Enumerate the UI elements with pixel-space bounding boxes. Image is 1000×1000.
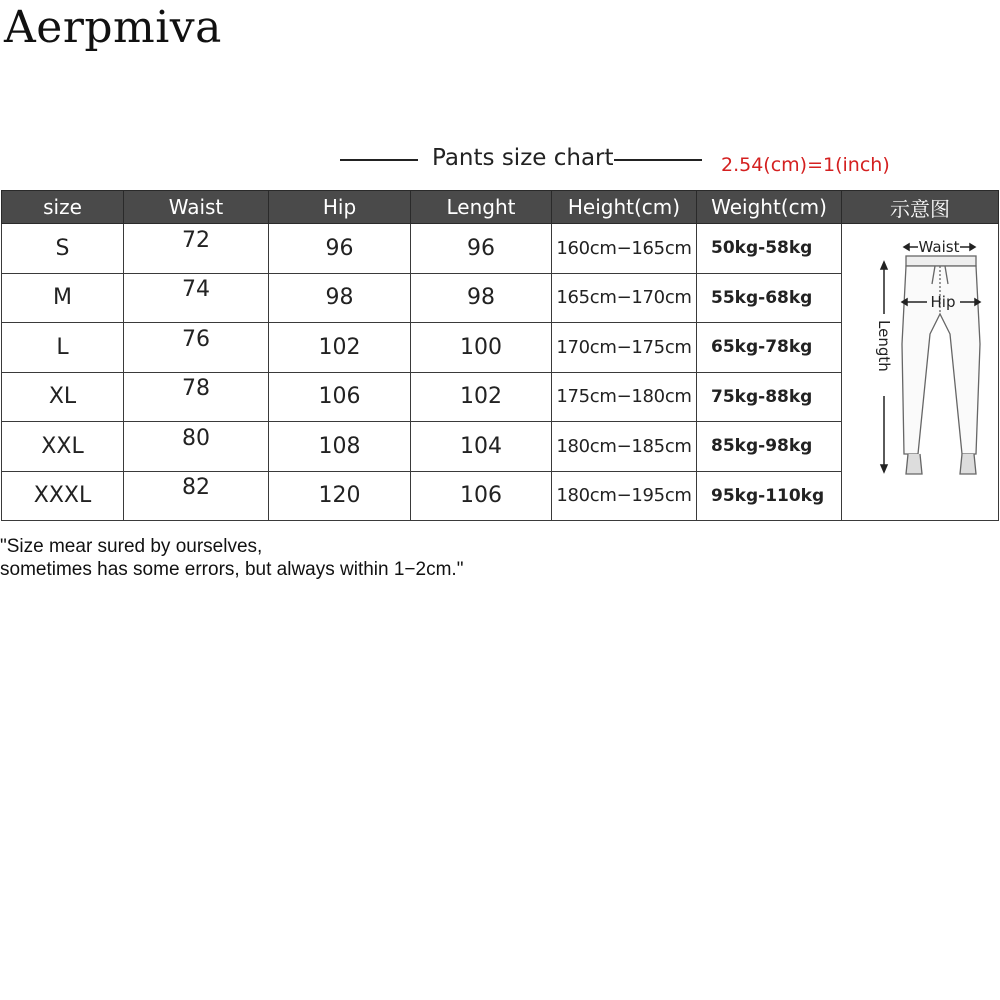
cell-hip: 102 <box>269 323 411 373</box>
cell-waist <box>124 372 269 422</box>
header-size: size <box>2 191 124 224</box>
cell-waist <box>124 422 269 472</box>
pants-diagram <box>842 224 999 514</box>
cell-hip: 108 <box>269 422 411 472</box>
table-header-row <box>2 191 999 224</box>
pants-diagram-cell <box>842 224 999 521</box>
cell-weight: 95kg-110kg <box>697 471 842 521</box>
cell-length: 106 <box>411 471 552 521</box>
header-height: Height(cm) <box>552 191 697 224</box>
cell-waist-value: 80 <box>182 425 210 451</box>
header-hip: Hip <box>269 191 411 224</box>
brand-logo: Aerpmiva <box>4 2 222 53</box>
diagram-waist-label: Waist <box>918 238 960 256</box>
cell-waist <box>124 323 269 373</box>
cell-waist-value: 72 <box>182 227 210 253</box>
cell-size: L <box>2 323 124 373</box>
size-chart-table <box>1 190 999 521</box>
diagram-hip-label: Hip <box>930 293 956 311</box>
cell-waist <box>124 471 269 521</box>
cell-height: 165cm−170cm <box>552 273 697 323</box>
cell-length: 102 <box>411 372 552 422</box>
cell-size: XXL <box>2 422 124 472</box>
cell-waist <box>124 273 269 323</box>
cell-height: 170cm−175cm <box>552 323 697 373</box>
cell-waist <box>124 224 269 274</box>
cell-height: 180cm−185cm <box>552 422 697 472</box>
title-rule-right <box>614 159 702 161</box>
cell-waist-value: 74 <box>182 277 210 303</box>
cell-hip: 120 <box>269 471 411 521</box>
unit-conversion: 2.54(cm)=1(inch) <box>721 154 890 176</box>
cell-hip: 96 <box>269 224 411 274</box>
header-waist: Waist <box>124 191 269 224</box>
header-diagram: 示意图 <box>842 191 999 224</box>
title-rule-left <box>340 159 418 161</box>
cell-height: 160cm−165cm <box>552 224 697 274</box>
cell-size: XXXL <box>2 471 124 521</box>
cell-height: 175cm−180cm <box>552 372 697 422</box>
cell-length: 96 <box>411 224 552 274</box>
table-row <box>2 224 999 274</box>
cell-weight: 50kg-58kg <box>697 224 842 274</box>
pants-outline <box>902 256 980 474</box>
cell-weight: 75kg-88kg <box>697 372 842 422</box>
header-length: Lenght <box>411 191 552 224</box>
cell-size: XL <box>2 372 124 422</box>
header-weight: Weight(cm) <box>697 191 842 224</box>
cell-waist-value: 78 <box>182 376 210 402</box>
cell-length: 104 <box>411 422 552 472</box>
measurement-note <box>0 535 463 581</box>
cell-size: M <box>2 273 124 323</box>
chart-title-row <box>0 142 1000 182</box>
cell-hip: 106 <box>269 372 411 422</box>
cell-length: 100 <box>411 323 552 373</box>
diagram-length-label: Length <box>875 320 893 372</box>
note-line-1: "Size mear sured by ourselves, <box>0 536 263 557</box>
cell-size: S <box>2 224 124 274</box>
cell-waist-value: 82 <box>182 475 210 501</box>
cell-weight: 55kg-68kg <box>697 273 842 323</box>
cell-waist-value: 76 <box>182 326 210 352</box>
cell-weight: 85kg-98kg <box>697 422 842 472</box>
chart-title: Pants size chart <box>432 145 614 171</box>
cell-weight: 65kg-78kg <box>697 323 842 373</box>
cell-height: 180cm−195cm <box>552 471 697 521</box>
cell-length: 98 <box>411 273 552 323</box>
cell-hip: 98 <box>269 273 411 323</box>
note-line-2: sometimes has some errors, but always within 1−2cm." <box>0 559 464 580</box>
